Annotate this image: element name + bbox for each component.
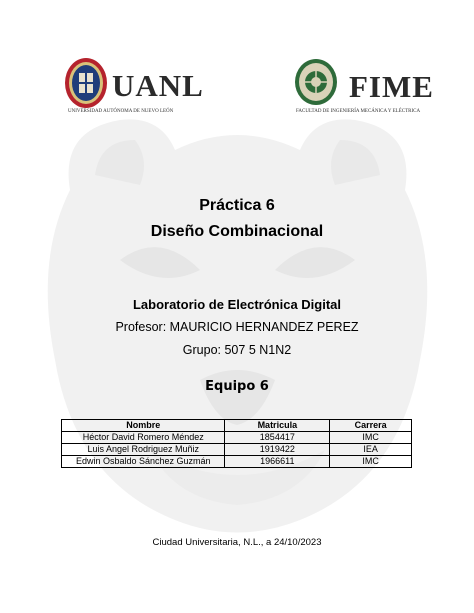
table-row [62,432,412,444]
cell-id: 1854417 [225,432,330,444]
cell-career: IEA [330,444,412,456]
cell-career: IMC [330,432,412,444]
fime-subtitle: FACULTAD DE INGENIERÍA MECÁNICA Y ELÉCTRICA [296,109,421,114]
table-row [62,444,412,456]
header-carrera: Carrera [330,420,412,432]
fime-seal-icon [293,57,339,107]
table-header-row [62,420,412,432]
practice-title: Práctica 6 [199,197,275,214]
professor-line: Profesor: MAURICIO HERNANDEZ PEREZ [115,320,359,334]
team-heading: Equipo 6 [205,379,269,394]
cell-career: IMC [330,456,412,468]
fime-wordmark: FIME [349,69,434,104]
team-table [61,419,412,468]
lab-name: Laboratorio de Electrónica Digital [132,297,342,312]
practice-subtitle: Diseño Combinacional [150,223,324,240]
footer-location-date: Ciudad Universitaria, N.L., a 24/10/2023 [152,537,322,548]
cell-id: 1919422 [225,444,330,456]
uanl-wordmark: UANL [112,68,204,103]
uanl-logo [64,53,204,113]
uanl-subtitle: UNIVERSIDAD AUTÓNOMA DE NUEVO LEÓN [68,109,174,114]
cell-id: 1966611 [225,456,330,468]
table-row [62,456,412,468]
fime-logo [293,53,433,113]
cell-name: Héctor David Romero Méndez [62,432,225,444]
cell-name: Edwin Osbaldo Sánchez Guzmán [62,456,225,468]
cell-name: Luis Angel Rodriguez Muñiz [62,444,225,456]
group-line: Grupo: 507 5 N1N2 [182,343,292,357]
uanl-shield-icon [64,57,108,109]
header-matricula: Matricula [225,420,330,432]
header-nombre: Nombre [62,420,225,432]
